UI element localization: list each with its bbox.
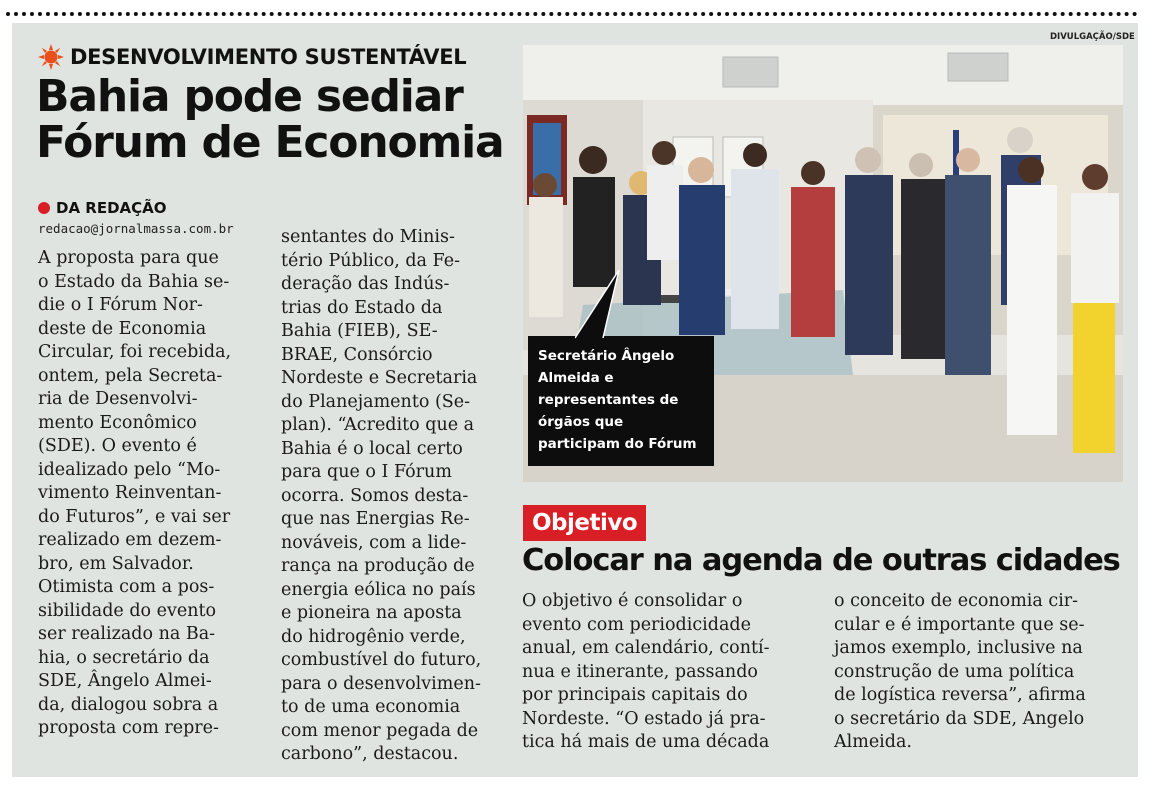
body-line: bro, em Salvador. <box>38 553 194 574</box>
photo-caption <box>528 336 714 466</box>
body-line: realizado em dezem- <box>38 530 222 550</box>
body-line: sentantes do Minis- <box>281 227 455 247</box>
body-line: que nas Energias Re- <box>281 509 470 529</box>
body-line: do Planejamento (Se- <box>281 391 471 412</box>
body-line: sibilidade do evento <box>38 600 217 621</box>
subhead: Colocar na agenda de outras cidades <box>522 543 1120 578</box>
body-line: para que o I Fórum <box>281 462 452 482</box>
body-line: combustível do futuro, <box>281 650 482 670</box>
body-column-1 <box>38 247 270 741</box>
body-line: plan). “Acredito que a <box>281 415 475 435</box>
body-line: hia, o secretário da <box>38 647 210 668</box>
body-line: anual, em calendário, contí- <box>522 638 770 658</box>
body-line: carbono”, destacou. <box>281 744 459 764</box>
sun-icon <box>38 44 64 70</box>
top-dotted-rule <box>6 12 1138 16</box>
body-line: Circular, foi recebida, <box>38 342 232 362</box>
body-line: deste de Economia <box>38 318 207 339</box>
body-line: vimento Reinventan- <box>38 483 222 503</box>
body-line: de logística reversa”, afirma <box>834 685 1086 705</box>
body-line: proposta com repre- <box>38 718 219 738</box>
body-line: to de uma economia <box>281 697 461 717</box>
body-line: Bahia (FIEB), SE- <box>281 321 438 341</box>
body-line: deração das Indús- <box>281 274 450 294</box>
body-line: trias do Estado da <box>281 297 443 318</box>
caption-line: Almeida e <box>538 370 614 386</box>
body-line: o conceito de economia cir- <box>834 591 1079 611</box>
body-line: ser realizado na Ba- <box>38 624 216 644</box>
section-label: DESENVOLVIMENTO SUSTENTÁVEL <box>70 45 467 69</box>
caption-pointer <box>575 270 635 340</box>
body-line: para o desenvolvimen- <box>281 673 481 694</box>
author-email[interactable]: redacao@jornalmassa.com.br <box>38 221 234 236</box>
body-line: da, dialogou sobra a <box>38 694 219 715</box>
body-line: rança na produção de <box>281 556 475 576</box>
body-line: ria de Desenvolvi- <box>38 389 198 409</box>
body-line: nua e itinerante, passando <box>522 661 758 682</box>
section-kicker <box>38 44 466 70</box>
adjacent-page-edge <box>1142 12 1164 798</box>
body-column-4 <box>834 590 1124 755</box>
body-line: evento com periodicidade <box>522 614 751 635</box>
body-line: energia eólica no país <box>281 579 476 600</box>
headline <box>36 71 506 168</box>
body-line: Almeida. <box>834 732 912 752</box>
red-dot-icon <box>38 202 50 214</box>
body-line: com menor pegada de <box>281 720 479 741</box>
objective-tag: Objetivo <box>523 505 646 541</box>
body-line: Otimista com a pos- <box>38 577 215 597</box>
body-line: tica há mais de uma década <box>522 732 770 752</box>
headline-line-2: Fórum de Economia <box>36 117 504 168</box>
body-line: Nordeste e Secretaria <box>281 368 478 388</box>
photo-credit: DIVULGAÇÃO/SDE <box>1050 32 1135 42</box>
body-line: idealizado pelo “Mo- <box>38 459 221 480</box>
body-line: ontem, pela Secreta- <box>38 365 223 386</box>
body-line: Bahia é o local certo <box>281 438 463 459</box>
body-line: A proposta para que <box>38 248 219 268</box>
byline <box>38 199 167 217</box>
body-line: do hidrogênio verde, <box>281 626 466 647</box>
body-line: Nordeste. “O estado já pra- <box>522 708 766 729</box>
body-line: por principais capitais do <box>522 685 748 705</box>
body-line: nováveis, com a lide- <box>281 532 467 553</box>
body-line: die o I Fórum Nor- <box>38 295 203 315</box>
body-line: e pioneira na aposta <box>281 603 462 623</box>
body-line: o secretário da SDE, Angelo <box>834 708 1085 729</box>
body-line: do Futuros”, e vai ser <box>38 506 231 527</box>
body-line: jamos exemplo, inclusive na <box>834 638 1083 658</box>
body-line: (SDE). O evento é <box>38 436 197 456</box>
caption-line: representantes de <box>538 392 679 408</box>
caption-line: órgãos que <box>538 414 624 430</box>
body-line: SDE, Ângelo Almei- <box>38 671 212 691</box>
caption-line: participam do Fórum <box>538 436 697 452</box>
body-line: O objetivo é consolidar o <box>522 591 743 611</box>
body-line: tério Público, da Fe- <box>281 250 461 271</box>
body-line: o Estado da Bahia se- <box>38 271 230 292</box>
byline-label: DA REDAÇÃO <box>56 199 167 217</box>
caption-line: Secretário Ângelo <box>538 348 675 364</box>
body-line: mento Econômico <box>38 412 197 433</box>
body-line: ocorra. Somos desta- <box>281 485 469 506</box>
body-line: cular e é importante que se- <box>834 614 1085 635</box>
headline-line-1: Bahia pode sediar <box>36 71 463 122</box>
body-column-3 <box>522 590 812 755</box>
body-column-2 <box>281 226 511 767</box>
body-line: BRAE, Consórcio <box>281 344 433 365</box>
body-line: construção de uma política <box>834 661 1075 682</box>
